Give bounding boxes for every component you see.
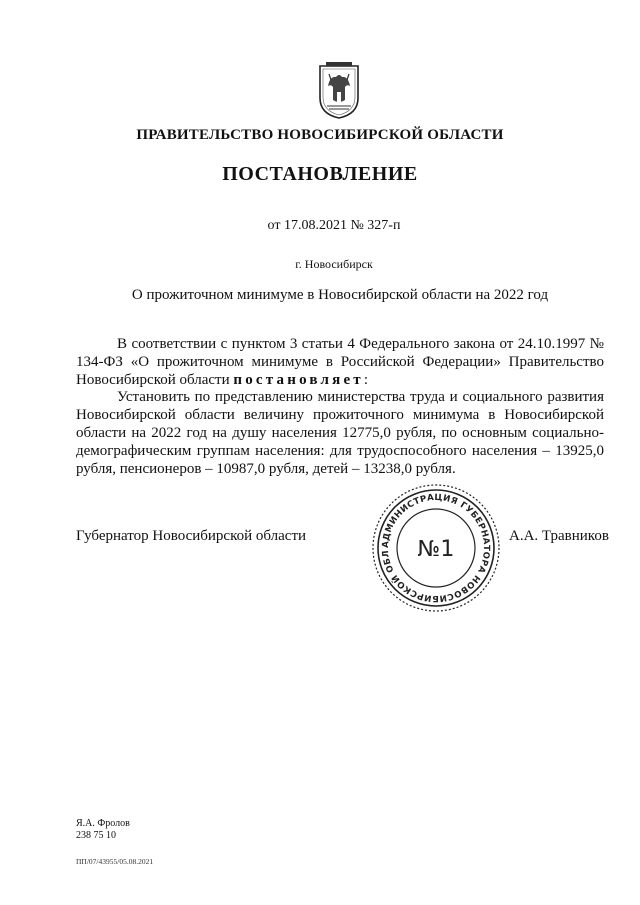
date-and-number: от 17.08.2021 № 327-п bbox=[267, 218, 401, 233]
executor-phone: 238 75 10 bbox=[76, 830, 116, 841]
coat-of-arms-icon bbox=[317, 62, 361, 120]
executor-info bbox=[76, 818, 130, 842]
official-seal bbox=[368, 480, 504, 616]
paragraph-2: Установить по представлению министерства труда и социального развития Новосибирской области величину прожиточного минимума в Новосибирской области на 2022 год на душу населения 12775,0 рубля, по основным социально-демографическим группам населения: для трудоспособного населения – 13925,0 рубля, пенсионеров – 10987,0 рубля, детей – 13238,0 рубля. bbox=[76, 389, 604, 477]
resolution-verb: постановляет bbox=[233, 371, 364, 388]
signatory-name: А.А. Травников bbox=[509, 528, 609, 544]
government-name: ПРАВИТЕЛЬСТВО НОВОСИБИРСКОЙ ОБЛАСТИ bbox=[136, 127, 504, 143]
signatory-position: Губернатор Новосибирской области bbox=[76, 528, 307, 544]
city-label: г. Новосибирск bbox=[295, 257, 373, 271]
paragraph-1-end: : bbox=[363, 371, 369, 388]
svg-text:№1: №1 bbox=[417, 537, 455, 562]
document-body bbox=[76, 336, 604, 478]
executor-name: Я.А. Фролов bbox=[76, 818, 130, 829]
paragraph-1-text: В соответствии с пунктом 3 статьи 4 Федерального закона от 24.10.1997 № 134-ФЗ «О прожиточном минимуме в Российской Федерации» Правительство Новосибирской области bbox=[76, 336, 604, 388]
document-type-title: ПОСТАНОВЛЕНИЕ bbox=[222, 163, 418, 185]
svg-text:АДМИНИСТРАЦИЯ ГУБЕРНАТОРА НОВО: АДМИНИСТРАЦИЯ ГУБЕРНАТОРА НОВОСИБИРСКОЙ ОБЛ bbox=[380, 492, 492, 604]
document-id: ПП/07/43955/05.08.2021 bbox=[76, 857, 154, 866]
document-subject: О прожиточном минимуме в Новосибирской области на 2022 год bbox=[131, 287, 549, 303]
paragraph-1 bbox=[76, 336, 604, 389]
